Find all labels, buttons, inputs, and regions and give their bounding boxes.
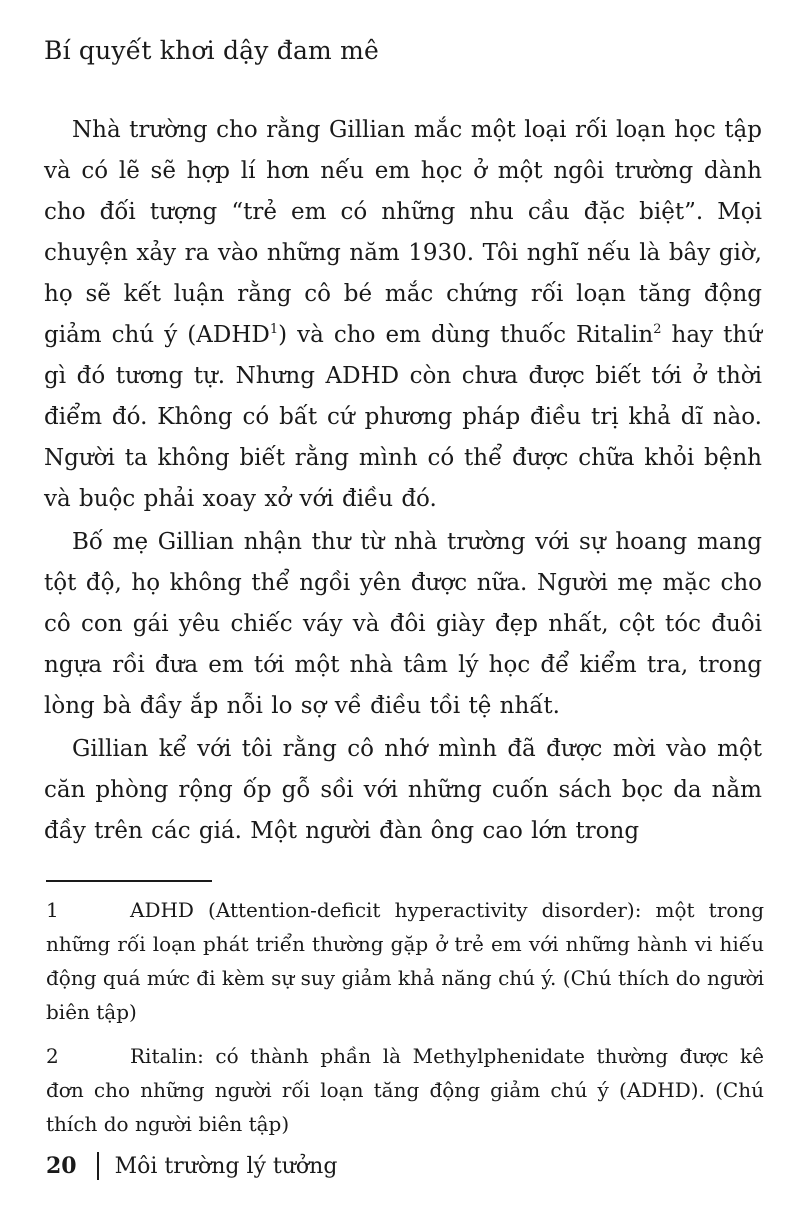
page-number: 20 <box>46 1153 77 1179</box>
page-footer <box>46 1152 337 1180</box>
footnote-2-number: 2 <box>46 1044 59 1068</box>
paragraph-1 <box>44 110 762 520</box>
paragraph-3: Gillian kể với tôi rằng cô nhớ mình đã được mời vào một căn phòng rộng ốp gỗ sồi với những cuốn sách bọc da nằm đầy trên các giá. Một người đàn ông cao lớn trong <box>44 736 762 844</box>
footnote-ref-2: 2 <box>653 322 662 337</box>
footnote-1-text: ADHD (Attention-deficit hyperactivity disorder): một trong những rối loạn phát triển thường gặp ở trẻ em với những hành vi hiếu động quá mức đi kèm sự suy giảm khả năng chú ý. (Chú thích do người biên tập) <box>46 898 764 1024</box>
footnote-2-text: Ritalin: có thành phần là Methylphenidate thường được kê đơn cho những người rối loạn tăng động giảm chú ý (ADHD). (Chú thích do người biên tập) <box>46 1044 764 1136</box>
paragraph-1-part-1: Nhà trường cho rằng Gillian mắc một loại rối loạn học tập và có lẽ sẽ hợp lí hơn nếu em học ở một ngôi trường dành cho đối tượng “trẻ em có những nhu cầu đặc biệt”. Mọi chuyện xảy ra vào những năm 1930. Tôi nghĩ nếu là bây giờ, họ sẽ kết luận rằng cô bé mắc chứng rối loạn tăng động giảm chú ý (ADHD <box>44 117 762 348</box>
body-text <box>44 110 762 854</box>
paragraph-2: Bố mẹ Gillian nhận thư từ nhà trường với sự hoang mang tột độ, họ không thể ngồi yên được nữa. Người mẹ mặc cho cô con gái yêu chiếc váy và đôi giày đẹp nhất, cột tóc đuôi ngựa rồi đưa em tới một nhà tâm lý học để kiểm tra, trong lòng bà đầy ắp nỗi lo sợ về điều tồi tệ nhất. <box>44 529 762 719</box>
footnote-1 <box>46 893 764 1029</box>
paragraph-1-part-3: hay thứ gì đó tương tự. Nhưng ADHD còn chưa được biết tới ở thời điểm đó. Không có bất cứ phương pháp điều trị khả dĩ nào. Người ta không biết rằng mình có thể được chữa khỏi bệnh và buộc phải xoay xở với điều đó. <box>44 322 763 512</box>
paragraph-1-part-2: ) và cho em dùng thuốc Ritalin <box>278 322 654 348</box>
footer-divider <box>97 1152 99 1180</box>
footnote-ref-1: 1 <box>269 322 279 337</box>
running-head: Bí quyết khơi dậy đam mê <box>44 36 380 65</box>
footnotes <box>46 893 764 1151</box>
chapter-title: Môi trường lý tưởng <box>114 1153 338 1179</box>
footnote-1-number: 1 <box>46 898 59 922</box>
footnote-divider <box>46 880 212 882</box>
footnote-2 <box>46 1039 764 1141</box>
